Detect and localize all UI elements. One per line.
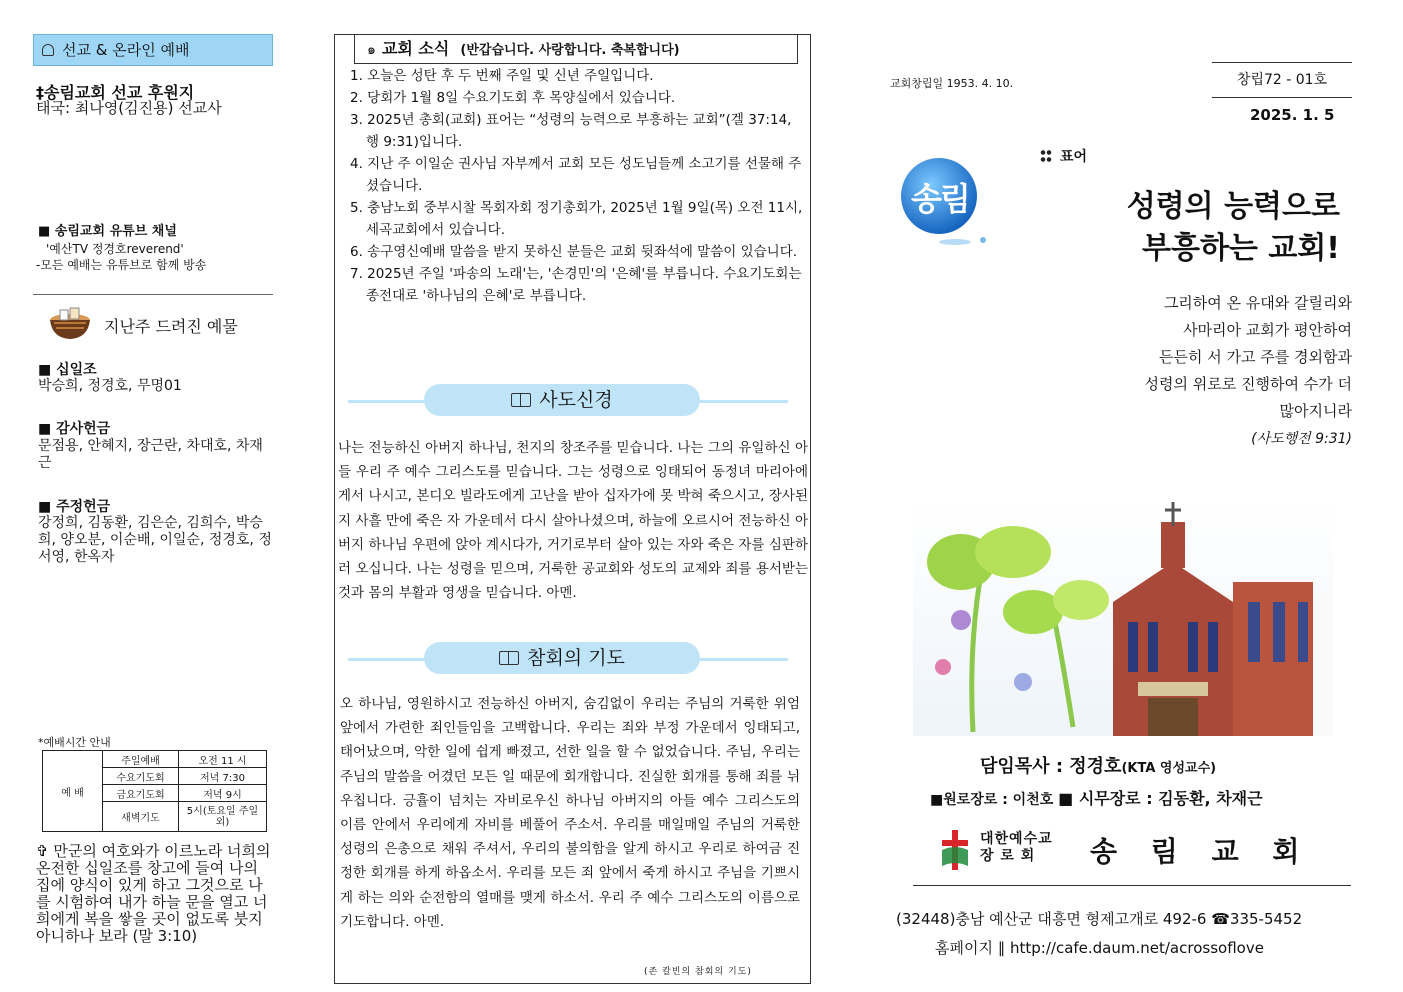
list-item: 5. 충남노회 중부시찰 목회자회 정기총회가, 2025년 1월 9일(목) 오전 11시, 세곡교회에서 있습니다. [350,200,803,238]
pastor-label: 담임목사 : 정경호 [980,756,1122,777]
prayer-text: 오 하나님, 영원하시고 전능하신 아버지, 숨김없이 우리는 주님의 거룩한 위엄 앞에서 가련한 죄인들임을 고백합니다. 우리는 죄와 부정 가운데서 잉태되고, 태어났으며, 악한 일에 쉽게 빠졌고, 선한 일을 할 수 없었습니다. 주님, 우리는 주님의 말씀을 어겼던 모든 일 때문에 회개합니다. 진실한 회개를 통해 죄를 뉘우칩니다. 긍휼이 넘치는 자비로우신 하나님 아버지의 아들 예수 그리스도의 이름 안에서 우리에게 자비를 베풀어 주소서. 우리를 매일매일 주님의 거룩한 성령의 은총으로 채워 주셔서, 우리의 불의함을 알게 하시고 우리로 하여금 진정한 회개를 하게 하옵소서. 우리를 모든 죄 앞에서 죽게 하시고 주님을 기쁘시게 하는 의와 순전함의 열매를 맺게 하소서. 우리 주 예수 그리스도의 이름으로 기도합니다. 아멘. [340,696,800,930]
active-elders: ■ 시무장로 : 김동환, 차재근 [1058,789,1263,808]
news-header [354,34,798,64]
retired-elder: ■원로장로 : 이천호 [930,792,1054,808]
service-name: 주일예배 [103,751,179,768]
service-group-cell: 예 배 [43,751,103,832]
prayer-heading [424,642,700,674]
news-subtitle: (반갑습니다. 사랑합니다. 축복합니다) [460,43,680,58]
motto-label [1040,146,1087,166]
church-logo [895,152,995,248]
bulletin-date: 2025. 1. 5 [1250,106,1335,124]
youtube-title: ■ 송림교회 유튜브 채널 [38,224,177,239]
service-time: 저녁 9시 [179,785,267,802]
mission-text: 태국: 최나영(김진용) 선교사 [36,99,222,117]
service-times-table [42,750,267,832]
bell-icon [42,44,54,56]
dots-icon [1040,149,1052,163]
pastor [980,752,1216,778]
book-icon [511,393,531,407]
thanks-names: 문점용, 안혜지, 장근란, 차대호, 차재근 [38,438,263,471]
offering-title: 지난주 드려진 예물 [104,317,238,336]
church-name: 송 림 교 회 [1090,835,1312,868]
scripture-line: 든든히 서 가고 주를 경외함과 [1159,348,1352,366]
service-name: 금요기도회 [103,785,179,802]
motto-label-text: 표어 [1060,149,1088,165]
prayer-source: (존 칼빈의 참회의 기도) [644,967,752,977]
homepage-link[interactable]: 홈페이지 ∥ http://cafe.daum.net/acrossoflove [935,939,1264,957]
tithe-names: 박승희, 정경호, 무명01 [38,378,182,394]
list-item: 4. 지난 주 이일순 권사님 자부께서 교회 모든 성도님들께 소고기를 선물해 주셨습니다. [350,156,802,194]
elders [930,786,1263,809]
list-item: 7. 2025년 주일 '파송의 노래'는, '손경민'의 '은혜'를 부릅니다. 수요기도회는 종전대로 '하나님의 은혜'로 부릅니다. [350,266,802,304]
youtube-channel: '예산TV 정경호reverend' [46,242,184,256]
founded-date: 교회창립일 1953. 4. 10. [890,77,1014,90]
scripture-line: 성령의 위로로 진행하여 수가 더 [1144,375,1352,393]
book-icon [499,651,519,665]
logo-text: 송림 [911,180,969,218]
list-item: 6. 송구영신예배 말씀을 받지 못하신 분들은 교회 뒷좌석에 말씀이 있습니다. [350,244,798,260]
motto-line1: 성령의 능력으로 [1126,189,1340,224]
list-item: 2. 당회가 1월 8일 수요기도회 후 목양실에서 있습니다. [350,90,676,106]
monthly-names: 강정희, 김동환, 김은순, 김희수, 박승희, 양오분, 이순배, 이일순, 정경호, 정서영, 한옥자 [38,515,272,565]
youtube-note: -모든 예배는 유튜브로 함께 방송 [36,258,207,272]
address: (32448)충남 예산군 대흥면 형제고개로 492-6 ☎335-5452 [896,910,1303,928]
motto-line2: 부흥하는 교회! [1141,231,1340,266]
creed-heading [424,384,700,416]
list-item: 3. 2025년 총회(교회) 표어는 “성령의 능력으로 부흥하는 교회”(겔 37:14, 행 9:31)입니다. [350,112,792,150]
service-times-title: *예배시간 안내 [38,736,111,749]
left-divider [33,294,273,295]
issue-number: 창립72 - 01호 [1212,62,1352,98]
scripture-reference: (사도행전 9:31) [1251,431,1352,447]
denomination-line1: 대한예수교 [980,831,1053,847]
malachi-verse: ✞ 만군의 여호와가 이르노라 너희의 온전한 십일조를 창고에 들여 나의 집에 양식이 있게 하고 그것으로 나를 시험하여 내가 하늘 문을 열고 너희에게 복을 쌓을 곳이 없도록 붓지 아니하나 보라 (말 3:10) [36,842,271,945]
creed-text: 나는 전능하신 아버지 하나님, 천지의 창조주를 믿습니다. 나는 그의 유일하신 아들 우리 주 예수 그리스도를 믿습니다. 그는 성령으로 잉태되어 동정녀 마리아에게서 나시고, 본디오 빌라도에게 고난을 받아 십자가에 못 박혀 죽으시고, 장사된 지 사흘 만에 죽은 자 가운데서 다시 살아나셨으며, 하늘에 오르시어 전능하신 아버지 하나님 우편에 앉아 계시다가, 거기로부터 살아 있는 자와 죽은 자를 심판하러 오십니다. 나는 성령을 믿으며, 거룩한 공교회와 성도의 교제와 죄를 용서받는 것과 몸의 부활과 영생을 믿습니다. 아멘. [338,440,808,602]
scripture-line: 많아지니라 [1279,402,1352,420]
mission-header-label: 선교 & 온라인 예배 [62,41,190,59]
scroll-icon: ๑ [367,42,376,58]
scripture-line: 그리하여 온 유대와 갈릴리와 [1163,294,1352,312]
motto-title [1080,186,1340,270]
denomination [980,831,1053,865]
scripture [1080,290,1352,425]
tithe-heading: ■ 십일조 [38,362,97,378]
offering-basket-icon [46,306,94,342]
list-item: 1. 오늘은 성탄 후 두 번째 주일 및 신년 주일입니다. [350,68,654,84]
news-title: 교회 소식 [381,39,450,58]
pastor-note: (KTA 영성교수) [1121,761,1217,776]
prayer-title: 참회의 기도 [527,647,625,669]
cross-icon [940,830,970,870]
service-name: 수요기도회 [103,768,179,785]
mission-title: ‡송림교회 선교 후원지 [36,83,195,102]
service-time: 5시(토요일 주일 외) [179,802,267,832]
news-list [346,65,808,307]
service-time: 저녁 7:30 [179,768,267,785]
service-name: 새벽기도 [103,802,179,832]
scripture-line: 사마리아 교회가 평안하여 [1183,321,1352,339]
monthly-heading: ■ 주정헌금 [38,499,111,515]
mission-header [33,34,273,66]
thanks-heading: ■ 감사헌금 [38,421,111,437]
right-divider [913,885,1351,886]
service-time: 오전 11 시 [179,751,267,768]
church-building-image [913,502,1333,736]
creed-title: 사도신경 [539,389,613,411]
denomination-line2: 장 로 회 [980,848,1036,864]
